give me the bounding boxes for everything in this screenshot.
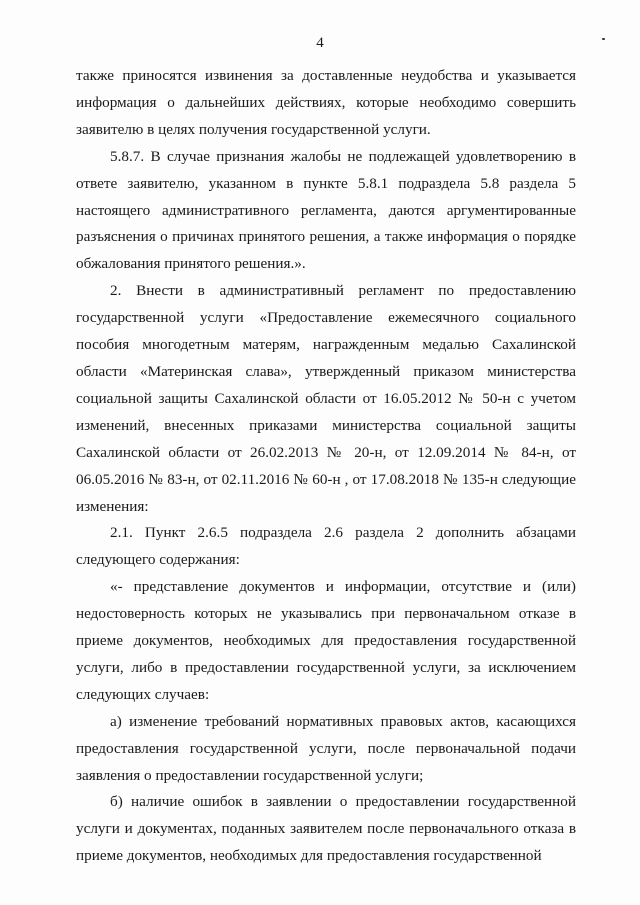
paragraph-continuation: также приносятся извинения за доставленные неудобства и указывается информация о дальнейших действиях, которые необходимо совершить заявителю в целях получения государственной услуги. (76, 67, 576, 138)
page-number: 4 (316, 35, 324, 51)
paragraph-item-a: а) изменение требований нормативных правовых актов, касающихся предоставления государственной услуги, после первоначальной подачи заявления о предоставлении государственной услуги; (76, 712, 576, 784)
document-body (76, 63, 576, 870)
paragraph-5-8-7: 5.8.7. В случае признания жалобы не подлежащей удовлетворению в ответе заявителю, указанном в пункте 5.8.1 подраздела 5.8 раздела 5 настоящего административного регламента, даются аргументированные разъяснения о причинах принятого решения, а также информация о порядке обжалования принятого решения.». (76, 147, 576, 273)
scan-speck (602, 38, 605, 40)
paragraph-2-amendment: 2. Внести в административный регламент по предоставлению государственной услуги «Предоставление ежемесячного социального пособия многодетным матерям, награжденным медалью Сахалинской области «Материнская слава», утвержденный приказом министерства социальной защиты Сахалинской области от 16.05.2012 № 50-н с учетом изменений, внесенных приказами министерства социальной защиты Сахалинской области от 26.02.2013 № 20-н, от 12.09.2014 № 84-н, от 06.05.2016 № 83-н, от 02.11.2016 № 60-н , от 17.08.2018 № 135-н следующие изменения: (76, 282, 576, 515)
paragraph-item-b: б) наличие ошибок в заявлении о предоставлении государственной услуги и документах, поданных заявителем после первоначального отказа в приеме документов, необходимых для предоставления государственной (76, 793, 576, 865)
paragraph-2-1: 2.1. Пункт 2.6.5 подраздела 2.6 раздела 2 дополнить абзацами следующего содержания: (76, 524, 576, 569)
paragraph-quote-start: «- представление документов и информации, отсутствие и (или) недостоверность которых не указывались при первоначальном отказе в приеме документов, необходимых для предоставления государственной услуги, либо в предоставлении государственной услуги, за исключением следующих случаев: (76, 578, 576, 703)
